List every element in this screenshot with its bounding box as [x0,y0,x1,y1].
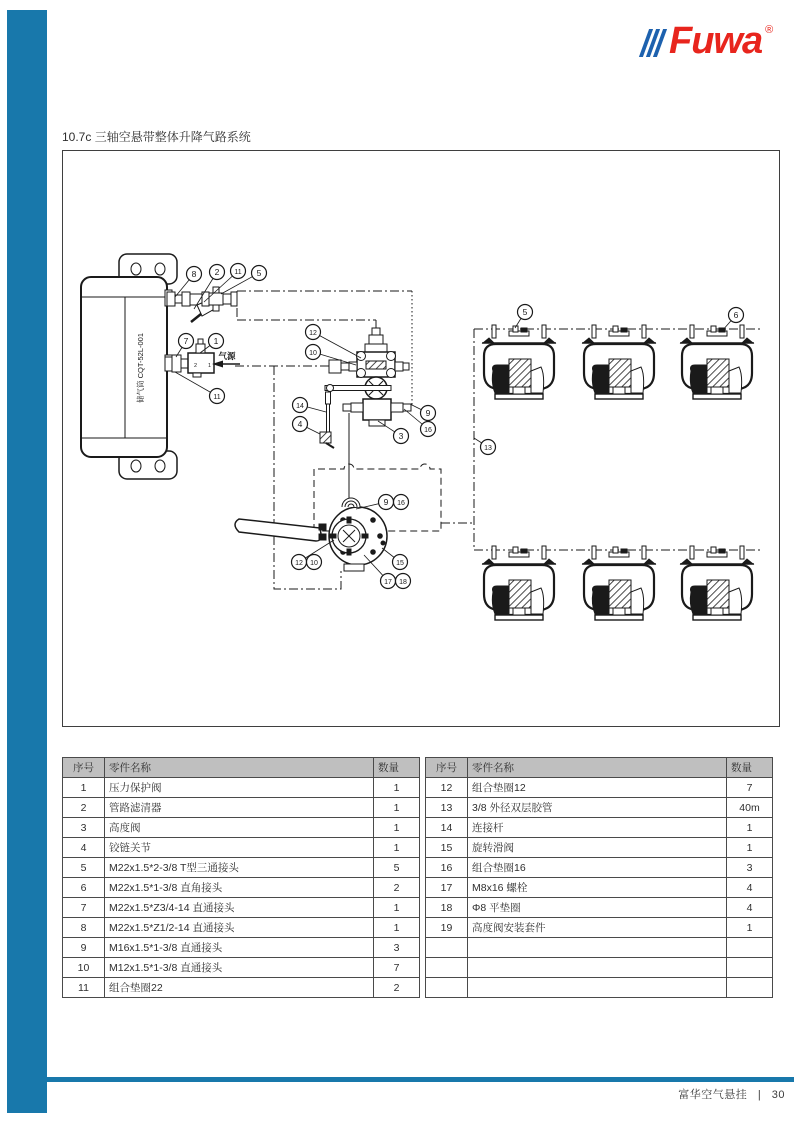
registered-mark: ® [765,24,774,36]
valve-port-label: 2 [194,363,198,369]
cell: 7 [63,898,105,918]
cell [727,958,773,978]
svg-text:11: 11 [234,268,242,276]
cell: M22x1.5*1-3/8 直角接头 [105,878,374,898]
valve-port-label: 1 [208,363,212,369]
callout-5 [518,305,533,320]
svg-text:18: 18 [399,578,407,586]
cell: 17 [426,878,468,898]
cell: 14 [426,818,468,838]
air-springs-layer [482,325,754,620]
parts-table [425,757,773,998]
cell: 40m [727,798,773,818]
cell: 4 [727,878,773,898]
table-row [426,978,773,998]
callout-5 [252,266,267,281]
header-cell: 序号 [426,758,468,778]
callout-15 [393,555,408,570]
table-row [426,838,773,858]
cell: 12 [426,778,468,798]
cell: 15 [426,838,468,858]
footer-brand: 富华空气悬挂 [678,1089,748,1101]
cell: 7 [727,778,773,798]
table-row [426,858,773,878]
svg-text:6: 6 [733,309,739,320]
cell: M22x1.5*Z1/2-14 直通接头 [105,918,374,938]
table-row [426,818,773,838]
callout-1 [209,334,224,349]
cell: 组合垫圈16 [468,858,727,878]
table-row [426,778,773,798]
callout-18 [396,574,411,589]
table-row [63,858,420,878]
cell: 1 [374,778,420,798]
cell: 4 [63,838,105,858]
callout-7 [179,334,194,349]
table-row [63,838,420,858]
section-title: 10.7c 三轴空悬带整体升降气路系统 [62,130,251,144]
cell: 高度阀 [105,818,374,838]
air-tank [81,254,177,479]
cell: 铰链关节 [105,838,374,858]
table-header-row [426,758,773,778]
svg-text:7: 7 [183,335,189,346]
svg-text:14: 14 [296,402,304,410]
left-accent-bar [7,10,47,1113]
svg-text:17: 17 [384,578,392,586]
air-spring [482,325,556,399]
callout-16 [394,495,409,510]
cell: 压力保护阀 [105,778,374,798]
cell: 9 [63,938,105,958]
table-header-row [63,758,420,778]
table-row [426,878,773,898]
cell: 组合垫圈22 [105,978,374,998]
cell: 18 [426,898,468,918]
svg-text:12: 12 [309,329,317,337]
cell [468,978,727,998]
callout-9 [421,406,436,421]
cell [468,938,727,958]
svg-text:2: 2 [214,266,220,277]
svg-text:13: 13 [484,444,492,452]
page-number: 30 [771,1089,785,1101]
svg-text:9: 9 [383,496,389,507]
tank-label: 储气筒 CQT-52L-001 [136,332,145,404]
rotary-valve-handle [235,519,321,541]
hinge-joint [320,432,334,448]
table-row [63,818,420,838]
cell: 1 [63,778,105,798]
svg-text:10: 10 [310,559,318,567]
table-row [63,938,420,958]
cell: 13 [426,798,468,818]
parts-table-right [425,757,773,998]
cell: 8 [63,918,105,938]
footer-accent-line [47,1077,794,1082]
fuwa-logo [644,22,773,60]
cell: Φ8 平垫圈 [468,898,727,918]
footer [678,1086,785,1102]
logo-stripes-icon [644,29,665,57]
table-row [63,898,420,918]
parts-table-left [62,757,420,998]
table-row [63,798,420,818]
cell: 4 [727,898,773,918]
cell: 5 [374,858,420,878]
header-cell: 数量 [374,758,420,778]
cell: 1 [374,818,420,838]
cell: 管路滤清器 [105,798,374,818]
cell: 1 [374,798,420,818]
cell: 3 [63,818,105,838]
callout-4 [293,417,308,432]
callout-14 [293,398,308,413]
svg-text:1: 1 [213,335,219,346]
header-cell: 序号 [63,758,105,778]
cell: 旋转滑阀 [468,838,727,858]
table-row [63,878,420,898]
cell: 11 [63,978,105,998]
pipe-filter-fitting [167,287,237,322]
svg-text:11: 11 [213,393,221,401]
header-cell: 零件名称 [468,758,727,778]
callout-12 [306,325,321,340]
cell [727,978,773,998]
table-row [426,958,773,978]
air-spring [680,546,754,620]
cell: 1 [374,898,420,918]
header-cell: 零件名称 [105,758,374,778]
svg-text:16: 16 [424,426,432,434]
callout-11 [231,264,246,279]
svg-text:5: 5 [522,306,528,317]
table-row [63,978,420,998]
cell: 组合垫圈12 [468,778,727,798]
table-row [63,778,420,798]
svg-text:16: 16 [397,499,405,507]
callout-17 [381,574,396,589]
cell: M22x1.5*Z3/4-14 直通接头 [105,898,374,918]
cell [727,938,773,958]
callout-6 [729,308,744,323]
table-row [426,938,773,958]
cell: 1 [727,918,773,938]
cell: 1 [727,838,773,858]
cell: M22x1.5*2-3/8 T型三通接头 [105,858,374,878]
cell: 3 [727,858,773,878]
connecting-rod [326,392,331,432]
pneumatic-diagram [62,150,780,727]
svg-text:8: 8 [191,268,197,279]
svg-text:5: 5 [256,267,262,278]
callout-16 [421,422,436,437]
cell: 6 [63,878,105,898]
cell: 5 [63,858,105,878]
air-spring [582,325,656,399]
cell: 2 [63,798,105,818]
cell [426,958,468,978]
cell: 1 [374,918,420,938]
cell: 2 [374,978,420,998]
callout-13 [481,440,496,455]
callout-9 [379,495,394,510]
cell: 10 [63,958,105,978]
header-cell: 数量 [727,758,773,778]
svg-text:10: 10 [309,349,317,357]
callout-2 [210,265,225,280]
svg-text:3: 3 [398,430,404,441]
svg-text:12: 12 [295,559,303,567]
table-row [426,898,773,918]
callouts-layer [175,264,744,589]
svg-text:9: 9 [425,407,431,418]
callout-11 [210,389,225,404]
cell: 1 [374,838,420,858]
cell: 3/8 外径双层胶管 [468,798,727,818]
cell: 高度阀安装套件 [468,918,727,938]
footer-separator: | [757,1089,762,1101]
cell [426,938,468,958]
callout-10 [307,555,322,570]
air-spring [582,546,656,620]
cell: 7 [374,958,420,978]
table-row [63,918,420,938]
logo-text: Fuwa [669,20,763,62]
cell: M12x1.5*1-3/8 直通接头 [105,958,374,978]
cell: 2 [374,878,420,898]
air-spring [482,546,556,620]
cell: M8x16 螺栓 [468,878,727,898]
svg-text:15: 15 [396,559,404,567]
cell: 3 [374,938,420,958]
height-control-valve [325,328,411,426]
cell [426,978,468,998]
cell: M16x1.5*1-3/8 直通接头 [105,938,374,958]
callout-12 [292,555,307,570]
callout-10 [306,345,321,360]
air-spring [680,325,754,399]
callout-3 [394,429,409,444]
table-row [63,958,420,978]
table-row [426,798,773,818]
parts-table [62,757,420,998]
air-source-label: 气源 [218,351,236,361]
svg-text:4: 4 [297,418,303,429]
callout-8 [187,267,202,282]
cell: 19 [426,918,468,938]
cell: 16 [426,858,468,878]
cell: 连接杆 [468,818,727,838]
cell: 1 [727,818,773,838]
table-row [426,918,773,938]
cell [468,958,727,978]
